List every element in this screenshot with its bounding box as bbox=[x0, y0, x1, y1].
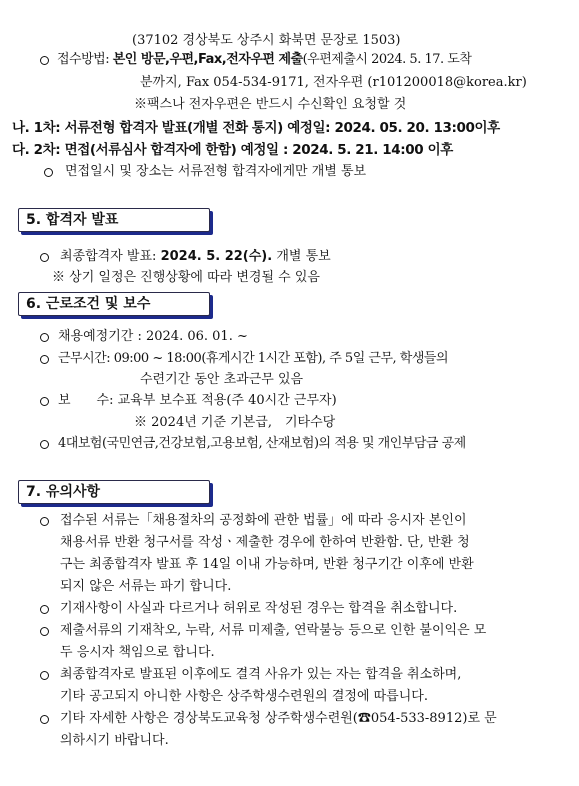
fax-email-note: ※팩스나 전자우편은 반드시 수신확인 요청할 것 bbox=[134, 97, 407, 112]
notice-item-line: 접수된 서류는「채용절차의 공정화에 관한 법률」에 따라 응시자 본인이 bbox=[60, 513, 467, 528]
circle-bullet-icon bbox=[40, 605, 49, 614]
section5-heading-box bbox=[18, 208, 210, 232]
notice-item-line: 의하시기 바랍니다. bbox=[60, 733, 169, 748]
working-hours-line2: 수련기간 동안 초과근무 있음 bbox=[140, 372, 304, 387]
notice-item-line: 되지 않은 서류는 파기 합니다. bbox=[60, 579, 232, 594]
step1-document-screening: 나. 1차: 서류전형 합격자 발표(개별 전화 통지) 예정일: 2024. 05. 20. 13:00이후 bbox=[12, 120, 500, 136]
section6-title: 6. 근로조건 및 보수 bbox=[26, 296, 151, 312]
notice-item-line: 구는 최종합격자 발표 후 14일 이내 가능하며, 반환 청구기간 이후에 반환 bbox=[60, 557, 474, 572]
circle-bullet-icon bbox=[40, 517, 49, 526]
final-announcement-label: 최종합격자 발표: bbox=[60, 249, 161, 264]
notice-item-line: 채용서류 반환 청구서를 작성ㆍ제출한 경우에 한하여 반환함. 단, 반환 청 bbox=[60, 535, 470, 550]
circle-bullet-icon bbox=[40, 253, 49, 262]
section7-title: 7. 유의사항 bbox=[26, 484, 101, 500]
circle-bullet-icon bbox=[40, 355, 49, 364]
circle-bullet-icon bbox=[40, 440, 49, 449]
working-hours: 근무시간: 09:00 ~ 18:00(휴게시간 1시간 포함), 주 5일 근무, 학생들의 bbox=[58, 351, 449, 366]
submission-method bbox=[57, 51, 471, 69]
section5-title: 5. 합격자 발표 bbox=[26, 212, 119, 228]
submission-method-line2: 분까지, Fax 054-534-9171, 전자우편 (r101200018@korea.kr) bbox=[140, 75, 527, 90]
final-announcement-date: 2024. 5. 22(수). bbox=[160, 249, 273, 264]
section6-heading-box bbox=[18, 292, 210, 316]
notice-item-line: 제출서류의 기재착오, 누락, 서류 미제출, 연락불능 등으로 인한 불이익은 모 bbox=[60, 623, 487, 638]
notice-item-line: 두 응시자 책임으로 합니다. bbox=[60, 645, 215, 660]
notice-item-line: 기타 자세한 사항은 경상북도교육청 상주학생수련원(☎054-533-8912)로 문 bbox=[60, 711, 497, 726]
section7-heading-box bbox=[18, 480, 210, 504]
pay-note: ※ 2024년 기준 기본급, 기타수당 bbox=[134, 415, 336, 430]
notice-item-line: 기재사항이 사실과 다르거나 허위로 작성된 경우는 합격을 취소합니다. bbox=[60, 601, 458, 616]
circle-bullet-icon bbox=[40, 715, 49, 724]
final-announcement-rest: 개별 통보 bbox=[272, 249, 331, 264]
notice-item-line: 기타 공고되지 아니한 사항은 상주학생수련원의 결정에 따릅니다. bbox=[60, 689, 428, 704]
final-announcement bbox=[60, 248, 331, 266]
notice-item-line: 최종합격자로 발표된 이후에도 결격 사유가 있는 자는 합격을 취소하며, bbox=[60, 667, 462, 682]
pay: 보 수: 교육부 보수표 적용(주 40시간 근무자) bbox=[58, 393, 337, 408]
circle-bullet-icon bbox=[44, 168, 53, 177]
employment-period: 채용예정기간 : 2024. 06. 01. ~ bbox=[58, 329, 248, 344]
interview-note: 면접일시 및 장소는 서류전형 합격자에게만 개별 통보 bbox=[65, 164, 367, 179]
submission-method-bold: 본인 방문,우편,Fax,전자우편 제출 bbox=[112, 52, 303, 67]
circle-bullet-icon bbox=[40, 627, 49, 636]
schedule-change-note: ※ 상기 일정은 진행상황에 따라 변경될 수 있음 bbox=[52, 270, 320, 285]
submission-method-rest: (우편제출시 2024. 5. 17. 도착 bbox=[302, 52, 472, 67]
address-line: (37102 경상북도 상주시 화북면 문장로 1503) bbox=[132, 33, 401, 48]
step2-interview: 다. 2차: 면접(서류심사 합격자에 한함) 예정일 : 2024. 5. 21. 14:00 이후 bbox=[12, 142, 453, 158]
insurance: 4대보험(국민연금,건강보험,고용보험, 산재보험)의 적용 및 개인부담금 공제 bbox=[58, 436, 466, 451]
circle-bullet-icon bbox=[40, 671, 49, 680]
submission-method-label: 접수방법: bbox=[57, 52, 113, 67]
circle-bullet-icon bbox=[40, 56, 49, 65]
circle-bullet-icon bbox=[40, 397, 49, 406]
circle-bullet-icon bbox=[40, 333, 49, 342]
